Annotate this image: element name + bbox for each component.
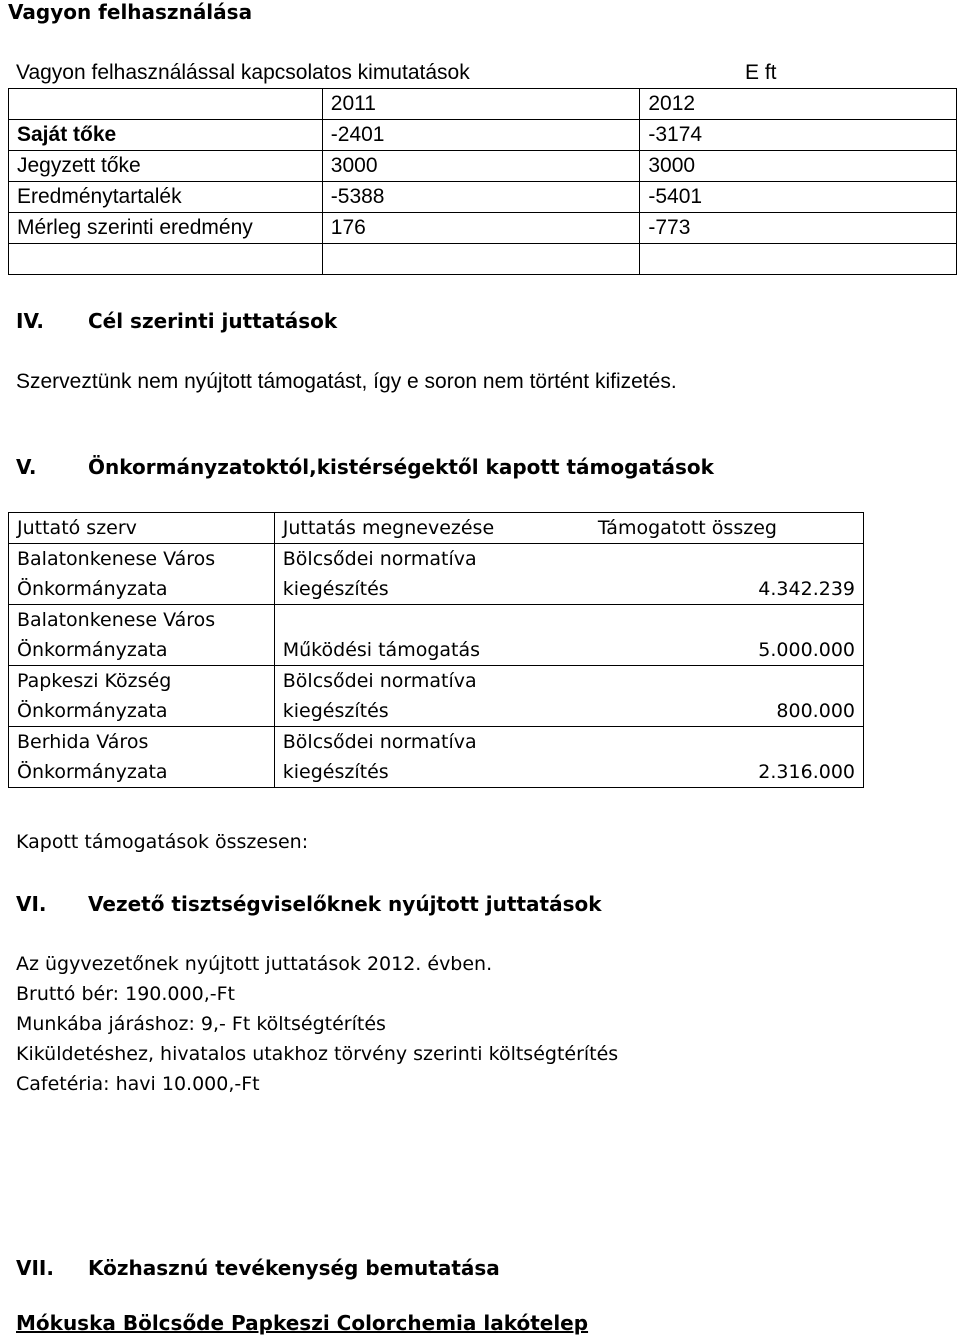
giver-line: Balatonkenese Város: [17, 609, 216, 631]
giver-cell: [9, 544, 275, 605]
support-name-cell: [274, 727, 590, 788]
cell-value: -3174: [640, 120, 957, 151]
cell-value: -5401: [640, 182, 957, 213]
cell-value: -2401: [322, 120, 640, 151]
table-row: [9, 544, 864, 605]
table-row: [9, 605, 864, 666]
table-row: [9, 120, 957, 151]
year-header: 2012: [640, 89, 957, 120]
sec6-number: VI.: [16, 892, 47, 916]
column-header: Támogatott összeg: [590, 513, 864, 544]
name-line: Működési támogatás: [282, 639, 481, 661]
sec4-number: IV.: [16, 309, 44, 333]
cell-value: -5388: [322, 182, 640, 213]
table-row: [9, 89, 957, 120]
giver-line: Papkeszi Község: [17, 670, 172, 692]
amount-cell: 4.342.239: [590, 544, 864, 605]
name-line: Bölcsődei normatíva: [282, 548, 477, 570]
sec5-number: V.: [16, 455, 37, 479]
year-header: 2011: [322, 89, 640, 120]
support-name-cell: [274, 666, 590, 727]
giver-line: Önkormányzata: [17, 639, 168, 661]
row-label: Jegyzett tőke: [9, 151, 323, 182]
name-line: Bölcsődei normatíva: [282, 731, 477, 753]
table-row: [9, 182, 957, 213]
row-label: Saját tőke: [9, 120, 323, 151]
giver-line: Önkormányzata: [17, 578, 168, 600]
vagyon-subtitle: Vagyon felhasználással kapcsolatos kimutatások: [16, 61, 470, 84]
sec6-line: Bruttó bér: 190.000,-Ft: [16, 983, 235, 1005]
table-row: [9, 513, 864, 544]
sec6-line: Munkába járáshoz: 9,- Ft költségtérítés: [16, 1013, 386, 1035]
column-header: Juttató szerv: [9, 513, 275, 544]
giver-cell: [9, 666, 275, 727]
name-line: kiegészítés: [282, 700, 389, 722]
table-row: [9, 213, 957, 244]
amount-cell: 5.000.000: [590, 605, 864, 666]
sec6-title: Vezető tisztségviselőknek nyújtott juttatások: [88, 892, 602, 916]
table-cell: [322, 244, 640, 275]
name-line: kiegészítés: [282, 578, 389, 600]
giver-line: Önkormányzata: [17, 700, 168, 722]
sec7-subtitle: Mókuska Bölcsőde Papkeszi Colorchemia lakótelep: [16, 1311, 589, 1335]
support-name-cell: [274, 544, 590, 605]
giver-line: Önkormányzata: [17, 761, 168, 783]
giver-cell: [9, 727, 275, 788]
giver-line: Berhida Város: [17, 731, 149, 753]
column-header: Juttatás megnevezése: [274, 513, 590, 544]
sec7-number: VII.: [16, 1256, 54, 1280]
row-label: Mérleg szerinti eredmény: [9, 213, 323, 244]
amount-cell: 800.000: [590, 666, 864, 727]
table-cell: [9, 244, 323, 275]
giver-line: Balatonkenese Város: [17, 548, 216, 570]
sec5-title: Önkormányzatoktól,kistérségektől kapott támogatások: [88, 455, 714, 479]
support-table: [8, 512, 864, 788]
cell-value: 3000: [640, 151, 957, 182]
sec4-text: Szerveztünk nem nyújtott támogatást, így e soron nem történt kifizetés.: [16, 370, 677, 393]
table-cell: [9, 89, 323, 120]
sec6-line: Az ügyvezetőnek nyújtott juttatások 2012. évben.: [16, 953, 493, 975]
giver-cell: [9, 605, 275, 666]
sec6-line: Kiküldetéshez, hivatalos utakhoz törvény szerinti költségtérítés: [16, 1043, 619, 1065]
sec4-title: Cél szerinti juttatások: [88, 309, 338, 333]
vagyon-title: Vagyon felhasználása: [8, 0, 253, 24]
cell-value: -773: [640, 213, 957, 244]
table-cell: [640, 244, 957, 275]
sec7-title: Közhasznú tevékenység bemutatása: [88, 1256, 500, 1280]
cell-value: 3000: [322, 151, 640, 182]
vagyon-unit: E ft: [745, 61, 777, 84]
table-row: [9, 666, 864, 727]
table-row: [9, 727, 864, 788]
table-row: [9, 151, 957, 182]
support-name-cell: [274, 605, 590, 666]
vagyon-table: [8, 88, 957, 275]
name-line: Bölcsődei normatíva: [282, 670, 477, 692]
row-label: Eredménytartalék: [9, 182, 323, 213]
table-row: [9, 244, 957, 275]
cell-value: 176: [322, 213, 640, 244]
name-line: kiegészítés: [282, 761, 389, 783]
total-label: Kapott támogatások összesen:: [16, 831, 309, 853]
sec6-line: Cafetéria: havi 10.000,-Ft: [16, 1073, 260, 1095]
amount-cell: 2.316.000: [590, 727, 864, 788]
